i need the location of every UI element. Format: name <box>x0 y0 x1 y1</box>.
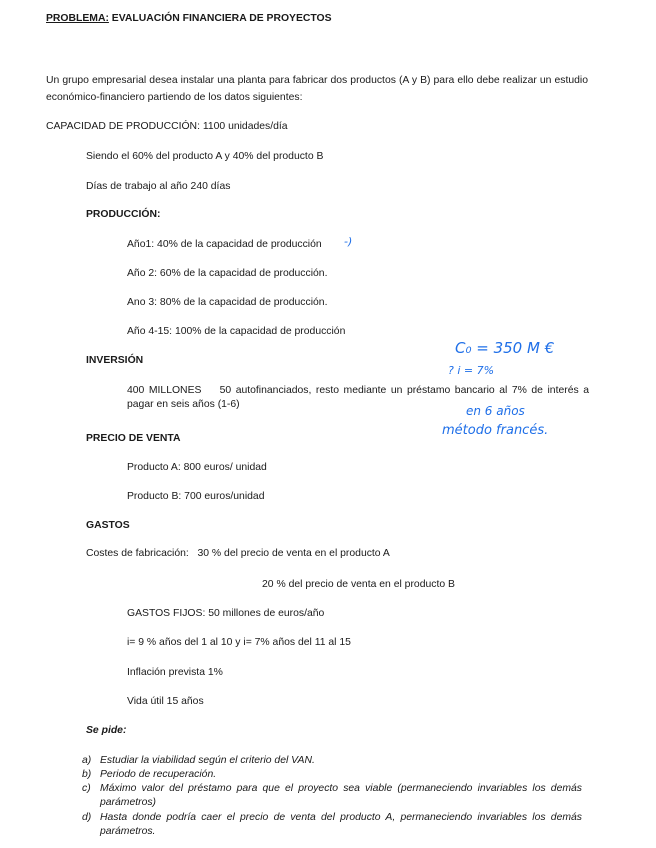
question-marker: c) <box>82 783 91 794</box>
manufacturing-cost-b: 20 % del precio de venta en el producto B <box>262 579 455 590</box>
question-marker: d) <box>82 812 92 823</box>
work-days: Días de trabajo al año 240 días <box>86 181 231 192</box>
production-year-2: Año 2: 60% de la capacidad de producción. <box>127 268 328 279</box>
inflation: Inflación prevista 1% <box>127 667 223 678</box>
question-text: Máximo valor del préstamo para que el proyecto sea viable (permaneciendo invariables los demás parámetros) <box>100 783 582 808</box>
question-marker: b) <box>82 769 92 780</box>
interest-rate: i= 9 % años del 1 al 10 y i= 7% años del 11 al 15 <box>127 637 351 648</box>
question-text: Periodo de recuperación. <box>100 769 217 780</box>
question-text: Hasta donde podría caer el precio de venta del producto A, permaneciendo invariables los demás parámetros. <box>100 812 582 837</box>
question-item <box>82 811 582 839</box>
intro-paragraph: Un grupo empresarial desea instalar una planta para fabricar dos productos (A y B) para ello debe realizar un estudio económico-financiero partiendo de los datos siguientes: <box>46 75 588 103</box>
useful-life: Vida útil 15 años <box>127 696 204 707</box>
production-year-1: Año1: 40% de la capacidad de producción <box>127 239 322 250</box>
production-year-4-15: Año 4-15: 100% de la capacidad de producción <box>127 326 346 337</box>
question-item <box>82 782 582 810</box>
investment-heading: INVERSIÓN <box>86 355 144 366</box>
production-heading: PRODUCCIÓN: <box>86 209 161 220</box>
questions-heading: Se pide: <box>86 725 127 736</box>
question-item <box>82 754 582 768</box>
production-year-3: Ano 3: 80% de la capacidad de producción. <box>127 297 328 308</box>
product-split: Siendo el 60% del producto A y 40% del producto B <box>86 151 324 162</box>
question-item <box>82 768 582 782</box>
price-product-b: Producto B: 700 euros/unidad <box>127 491 265 502</box>
price-product-a: Producto A: 800 euros/ unidad <box>127 462 267 473</box>
investment-text: 400 MILLONES 50 autofinanciados, resto mediante un préstamo bancario al 7% de interés a pagar en seis años (1-6) <box>127 385 592 410</box>
question-text: Estudiar la viabilidad según el criterio del VAN. <box>100 755 315 766</box>
handwritten-rate: ? i = 7% <box>448 364 495 377</box>
handwritten-arrow: -) <box>344 235 353 248</box>
handwritten-c0: C₀ = 350 M € <box>455 339 555 357</box>
question-marker: a) <box>82 755 92 766</box>
title-label: PROBLEMA: <box>46 13 109 24</box>
document-title <box>46 12 332 25</box>
capacity: CAPACIDAD DE PRODUCCIÓN: 1100 unidades/día <box>46 121 288 132</box>
expenses-heading: GASTOS <box>86 520 130 531</box>
handwritten-years: en 6 años <box>466 404 525 418</box>
title-text: EVALUACIÓN FINANCIERA DE PROYECTOS <box>108 13 332 24</box>
price-heading: PRECIO DE VENTA <box>86 433 181 444</box>
manufacturing-cost-a: Costes de fabricación: 30 % del precio de venta en el producto A <box>86 548 390 559</box>
fixed-costs: GASTOS FIJOS: 50 millones de euros/año <box>127 608 325 619</box>
handwritten-method: método francés. <box>442 423 549 438</box>
